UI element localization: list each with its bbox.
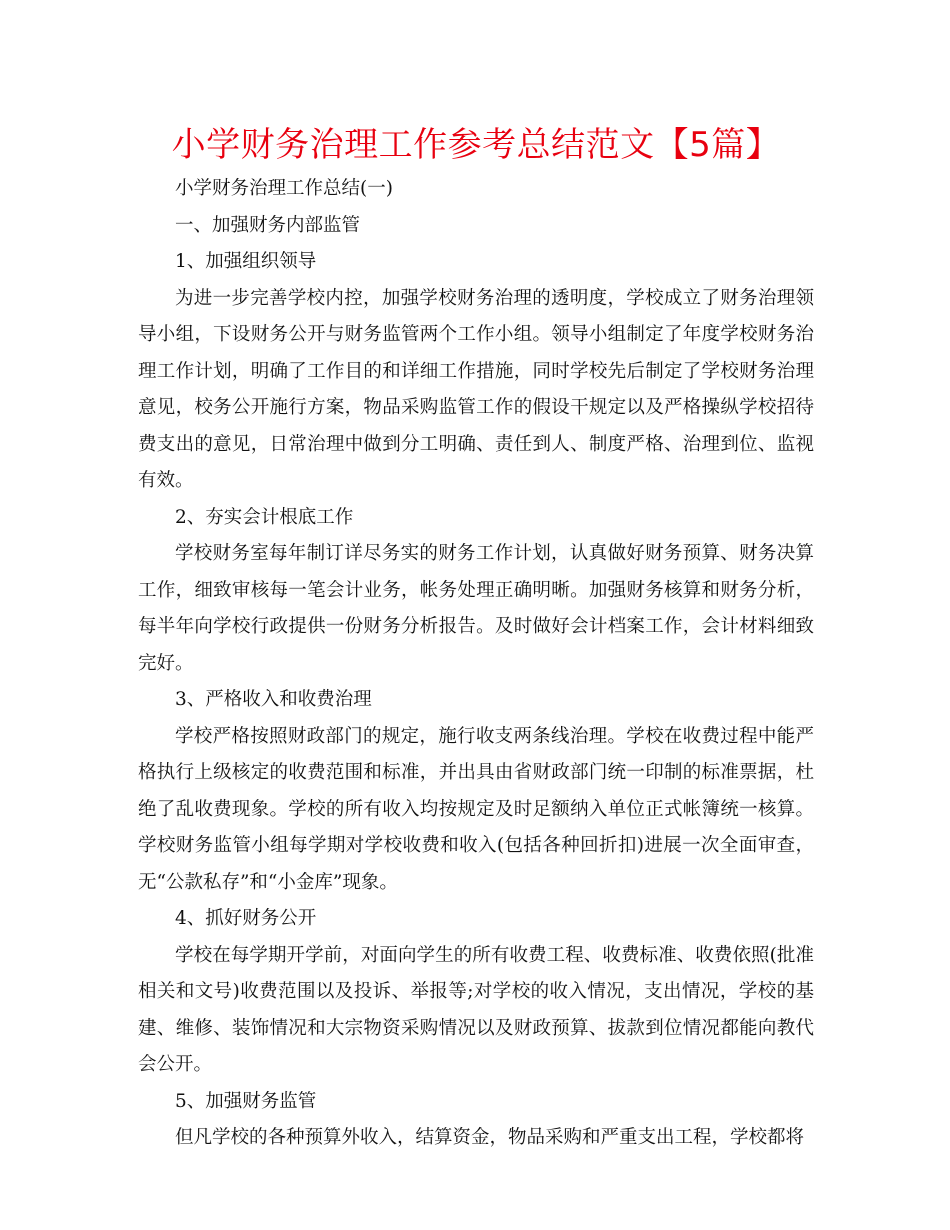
item-paragraph: 学校在每学期开学前，对面向学生的所有收费工程、收费标准、收费依照(批准相关和文号)收费范围以及投诉、举报等;对学校的收入情况，支出情况，学校的基建、维修、装饰情况和大宗物资采购情况以及财政预算、拔款到位情况都能向教代会公开。	[138, 944, 814, 1075]
item-block-1	[138, 244, 814, 500]
item-heading: 4、抓好财务公开	[175, 908, 317, 929]
item-block-3	[138, 682, 814, 901]
section-heading: 一、加强财务内部监管	[175, 214, 361, 236]
item-block-5	[138, 1084, 814, 1157]
document-title: 小学财务治理工作参考总结范文【5篇】	[171, 125, 781, 165]
item-heading: 5、加强财务监管	[175, 1090, 317, 1112]
document-content	[138, 124, 814, 1157]
item-block-2	[138, 500, 814, 683]
item-heading: 1、加强组织领导	[175, 251, 317, 272]
document-body	[138, 171, 814, 1157]
item-paragraph: 学校财务室每年制订详尽务实的财务工作计划，认真做好财务预算、财务决算工作，细致审核每一笔会计业务，帐务处理正确明晰。加强财务核算和财务分析，每半年向学校行政提供一份财务分析报告。及时做好会计档案工作，会计材料细致完好。	[138, 543, 814, 674]
item-paragraph: 为进一步完善学校内控，加强学校财务治理的透明度，学校成立了财务治理领导小组，下设财务公开与财务监管两个工作小组。领导小组制定了年度学校财务治理工作计划，明确了工作目的和详细工作措施，同时学校先后制定了学校财务治理意见，校务公开施行方案，物品采购监管工作的假设干规定以及严格操纵学校招待费支出的意见，日常治理中做到分工明确、责任到人、制度严格、治理到位、监视有效。	[138, 287, 814, 491]
item-paragraph: 但凡学校的各种预算外收入，结算资金，物品采购和严重支出工程，学校都将	[175, 1127, 805, 1148]
item-heading: 2、夯实会计根底工作	[175, 506, 354, 528]
item-paragraph: 学校严格按照财政部门的规定，施行收支两条线治理。学校在收费过程中能严格执行上级核定的收费范围和标准，并出具由省财政部门统一印制的标准票据，杜绝了乱收费现象。学校的所有收入均按规定及时足额纳入单位正式帐簿统一核算。学校财务监管小组每学期对学校收费和收入(包括各种回折扣)进展一次全面审查，无“公款私存”和“小金库”现象。	[138, 725, 814, 893]
document-subtitle: 小学财务治理工作总结(一)	[175, 178, 393, 199]
item-heading: 3、严格收入和收费治理	[175, 689, 372, 710]
item-block-4	[138, 901, 814, 1084]
